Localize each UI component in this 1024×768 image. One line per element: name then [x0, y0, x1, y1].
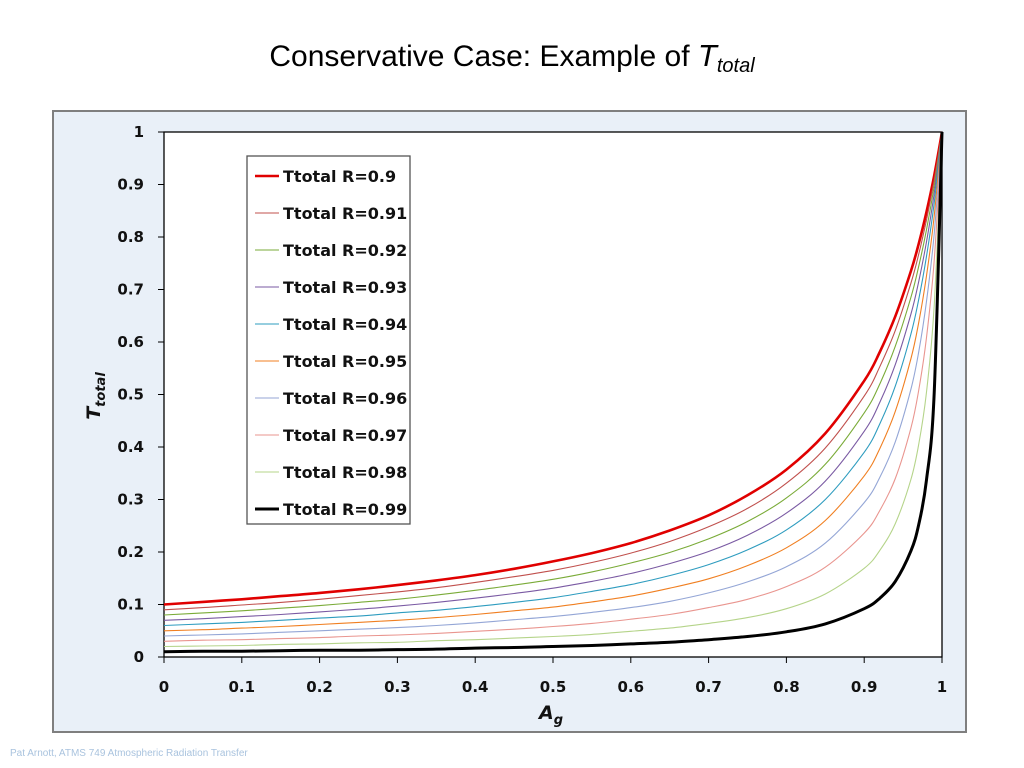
x-tick-label: 0.5	[539, 678, 567, 696]
x-tick-label: 0.4	[461, 678, 489, 696]
y-tick-label: 0.1	[117, 595, 144, 614]
y-tick-label: 0.6	[117, 333, 144, 351]
x-axis	[159, 657, 947, 696]
y-tick-label: 1	[133, 123, 144, 141]
x-tick-label: 1	[936, 678, 948, 696]
title-text: Conservative Case: Example of	[269, 40, 698, 73]
title-var: T	[697, 38, 717, 73]
footer-credit: Pat Arnott, ATMS 749 Atmospheric Radiation Transfer	[10, 748, 248, 759]
title-sub: total	[716, 55, 755, 77]
y-tick-label: 0.7	[117, 280, 144, 299]
y-tick-label: 0.5	[117, 385, 144, 404]
y-tick-label: 0.8	[117, 228, 144, 246]
line-chart	[54, 112, 965, 731]
y-tick-label: 0.2	[117, 543, 144, 561]
x-tick-label: 0	[158, 678, 170, 696]
legend-label: Ttotal R=0.97	[283, 426, 408, 445]
y-axis	[117, 123, 164, 666]
x-tick-label: 0.2	[306, 678, 333, 696]
legend-label: Ttotal R=0.98	[283, 463, 408, 482]
legend-label: Ttotal R=0.96	[283, 389, 408, 408]
legend-label: Ttotal R=0.99	[283, 500, 408, 519]
legend-label: Ttotal R=0.93	[283, 278, 408, 297]
chart-frame	[52, 110, 967, 733]
legend	[247, 156, 410, 524]
x-tick-label: 0.8	[773, 678, 800, 696]
x-tick-label: 0.3	[384, 678, 411, 696]
legend-label: Ttotal R=0.94	[283, 315, 408, 334]
y-tick-label: 0.4	[117, 438, 144, 456]
x-tick-label: 0.6	[617, 678, 645, 696]
legend-label: Ttotal R=0.91	[283, 204, 408, 223]
y-tick-label: 0	[133, 648, 144, 666]
x-tick-label: 0.7	[695, 678, 722, 696]
x-tick-label: 0.1	[228, 678, 256, 696]
x-tick-label: 0.9	[850, 678, 878, 696]
legend-label: Ttotal R=0.9	[283, 167, 397, 186]
y-tick-label: 0.3	[117, 490, 144, 509]
slide-title	[0, 38, 1024, 78]
x-axis-title: $A_g$	[538, 702, 564, 728]
legend-label: Ttotal R=0.95	[283, 352, 408, 371]
y-tick-label: 0.9	[117, 175, 144, 194]
legend-label: Ttotal R=0.92	[283, 241, 408, 260]
y-axis-title: $T_{total}$	[83, 372, 109, 420]
